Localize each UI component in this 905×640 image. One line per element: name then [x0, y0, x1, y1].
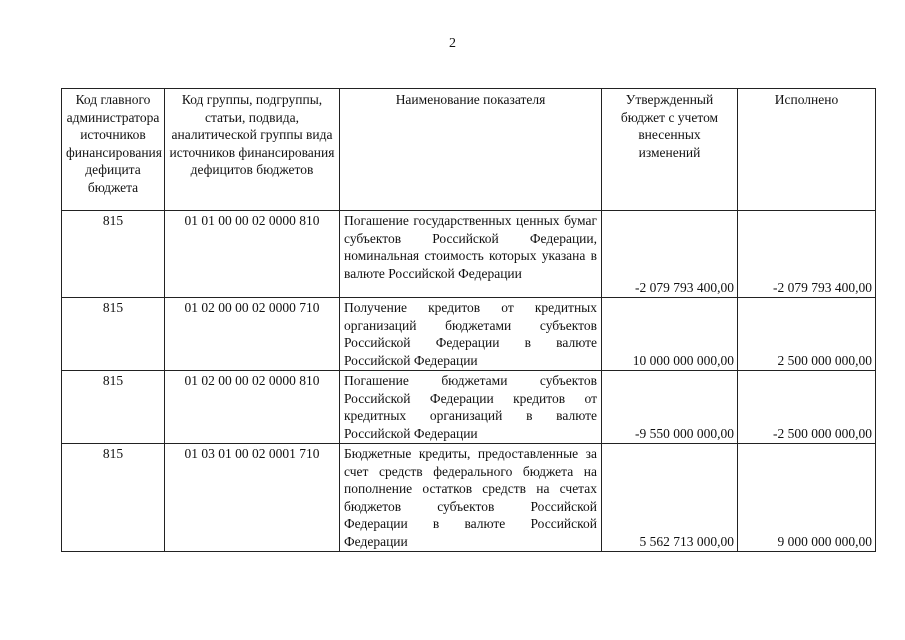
cell-admin-code: 815 [62, 211, 165, 298]
cell-admin-code: 815 [62, 444, 165, 552]
header-admin-code: Код главного администратора источников финансирования дефицита бюджета [62, 89, 165, 211]
cell-group-code: 01 02 00 00 02 0000 810 [165, 371, 340, 444]
cell-approved: -9 550 000 000,00 [602, 371, 738, 444]
cell-approved: 5 562 713 000,00 [602, 444, 738, 552]
page-number: 2 [449, 36, 456, 51]
cell-executed: 2 500 000 000,00 [738, 298, 876, 371]
header-executed: Исполнено [738, 89, 876, 211]
cell-approved: -2 079 793 400,00 [602, 211, 738, 298]
cell-group-code: 01 01 00 00 02 0000 810 [165, 211, 340, 298]
cell-indicator-name: Погашение бюджетами субъектов Российской Федерации кредитов от кредитных организаций в валюте Российской Федерации [340, 371, 602, 444]
cell-group-code: 01 02 00 00 02 0000 710 [165, 298, 340, 371]
table-row [62, 444, 876, 552]
table-row [62, 211, 876, 298]
cell-executed: -2 079 793 400,00 [738, 211, 876, 298]
cell-executed: 9 000 000 000,00 [738, 444, 876, 552]
table-header-row [62, 89, 876, 211]
budget-sources-table [61, 88, 876, 552]
cell-indicator-name: Погашение государственных ценных бумаг субъектов Российской Федерации, номинальная стоимость которых указана в валюте Российской Федерации [340, 211, 602, 298]
table-row [62, 371, 876, 444]
table-row [62, 298, 876, 371]
cell-admin-code: 815 [62, 371, 165, 444]
cell-indicator-name: Бюджетные кредиты, предоставленные за счет средств федерального бюджета на пополнение остатков средств на счетах бюджетов субъектов Российской Федерации в валюте Российской Федерации [340, 444, 602, 552]
cell-group-code: 01 03 01 00 02 0001 710 [165, 444, 340, 552]
cell-executed: -2 500 000 000,00 [738, 371, 876, 444]
cell-admin-code: 815 [62, 298, 165, 371]
cell-indicator-name: Получение кредитов от кредитных организаций бюджетами субъектов Российской Федерации в валюте Российской Федерации [340, 298, 602, 371]
header-group-code: Код группы, подгруппы, статьи, подвида, аналитической группы вида источников финансирования дефицитов бюджетов [165, 89, 340, 211]
header-indicator-name: Наименование показателя [340, 89, 602, 211]
header-approved-budget: Утвержденный бюджет с учетом внесенных изменений [602, 89, 738, 211]
cell-approved: 10 000 000 000,00 [602, 298, 738, 371]
